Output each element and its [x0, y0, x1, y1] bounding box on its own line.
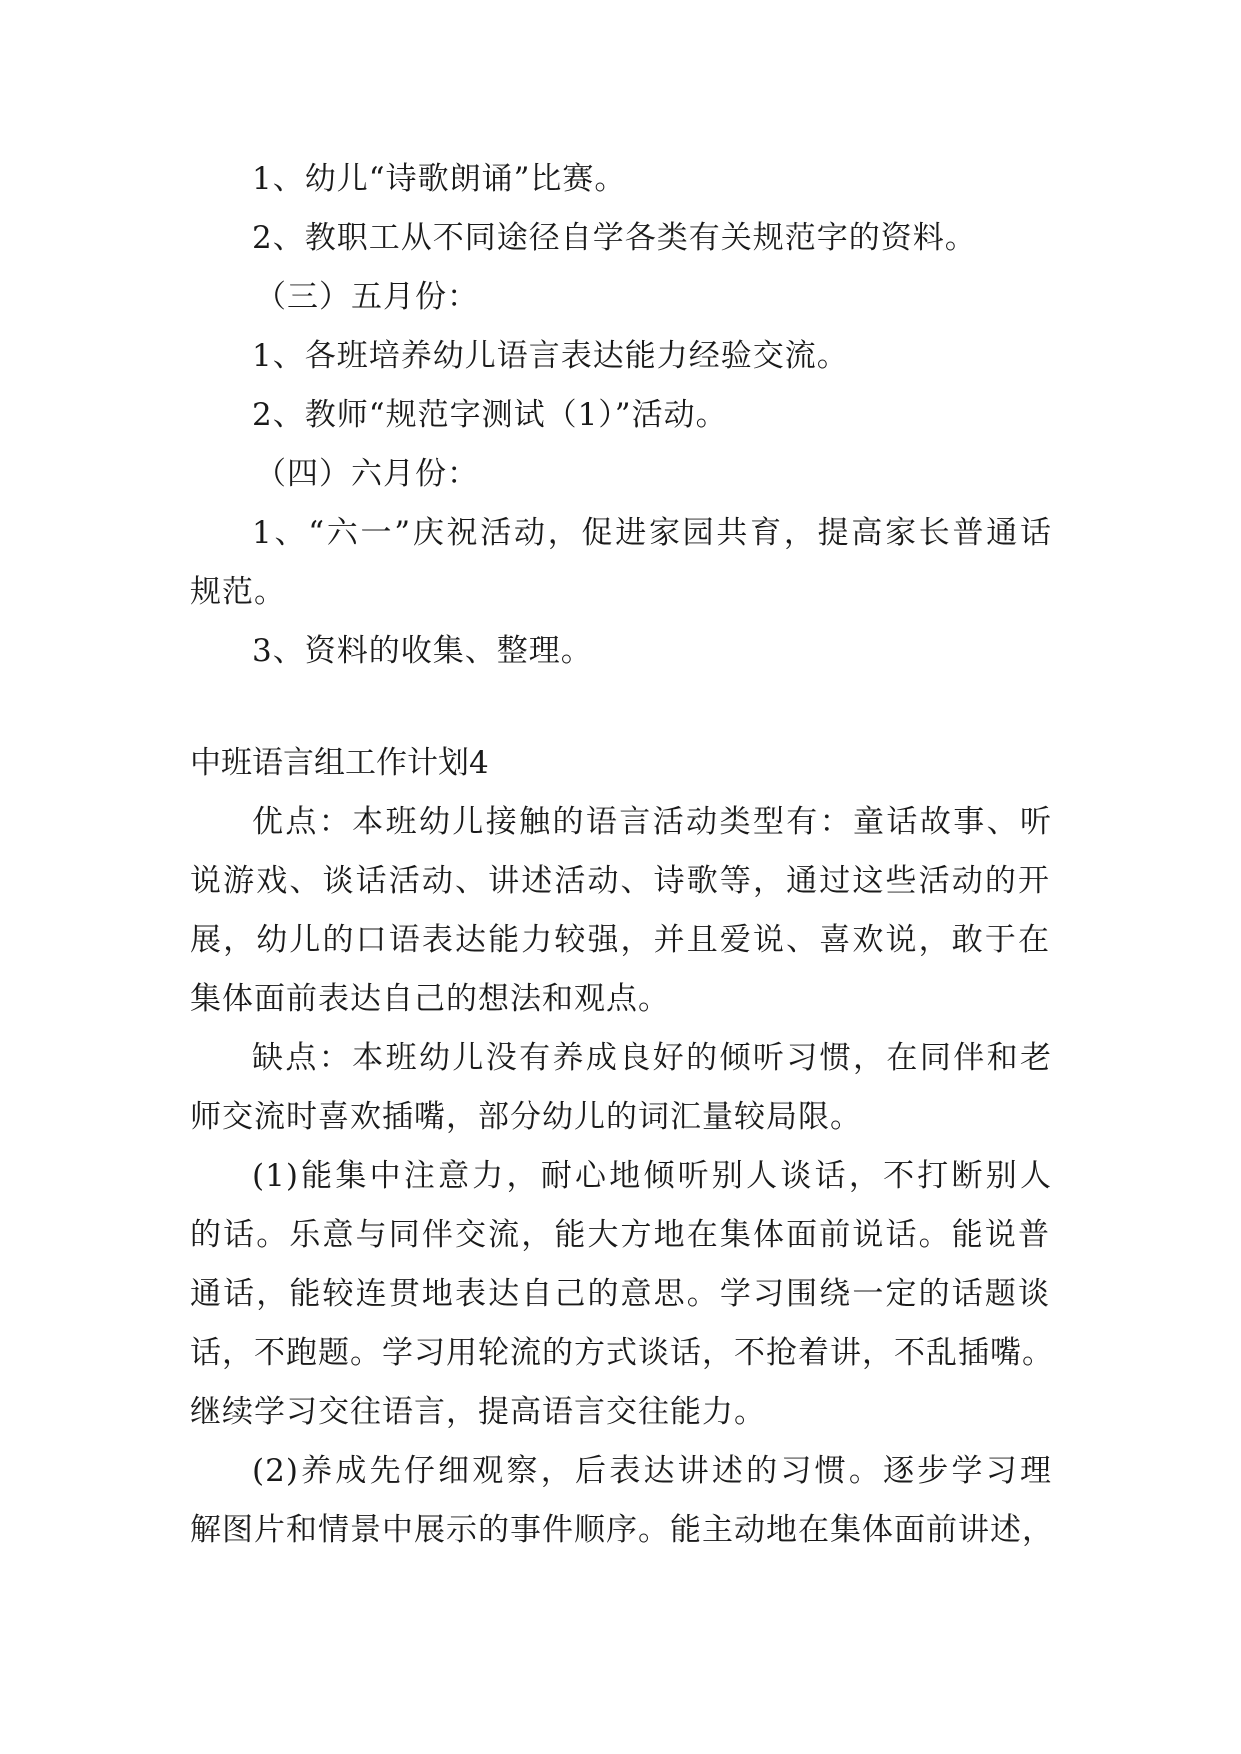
list-item: 2、教师“规范字测试（1）”活动。: [252, 397, 728, 433]
paragraph-line: 展，幼儿的口语表达能力较强，并且爱说、喜欢说，敢于在: [190, 922, 1050, 958]
paragraph-line: 优点：本班幼儿接触的语言活动类型有：童话故事、听: [252, 804, 1052, 840]
paragraph-line: 话，不跑题。学习用轮流的方式谈话，不抢着讲，不乱插嘴。: [190, 1335, 1054, 1371]
list-item: 1、“六一”庆祝活动，促进家园共育，提高家长普通话: [252, 515, 1052, 551]
paragraph-line: (1)能集中注意力，耐心地倾听别人谈话，不打断别人: [252, 1158, 1052, 1194]
section-heading: （三）五月份：: [255, 279, 479, 315]
list-item: 3、资料的收集、整理。: [252, 633, 593, 669]
document-title: 中班语言组工作计划4: [190, 745, 489, 781]
paragraph-line: 缺点：本班幼儿没有养成良好的倾听习惯，在同伴和老: [252, 1040, 1052, 1076]
paragraph-line: (2)养成先仔细观察，后表达讲述的习惯。逐步学习理: [252, 1453, 1052, 1489]
list-item: 1、幼儿“诗歌朗诵”比赛。: [252, 161, 627, 197]
paragraph-line: 师交流时喜欢插嘴，部分幼儿的词汇量较局限。: [190, 1099, 862, 1135]
paragraph-line: 解图片和情景中展示的事件顺序。能主动地在集体面前讲述，: [190, 1512, 1054, 1548]
paragraph-line: 的话。乐意与同伴交流，能大方地在集体面前说话。能说普: [190, 1217, 1050, 1253]
paragraph-line: 集体面前表达自己的想法和观点。: [190, 981, 670, 1017]
paragraph-line: 说游戏、谈话活动、讲述活动、诗歌等，通过这些活动的开: [190, 863, 1050, 899]
section-heading: （四）六月份：: [255, 456, 479, 492]
paragraph-line: 继续学习交往语言，提高语言交往能力。: [190, 1394, 766, 1430]
paragraph-line: 通话，能较连贯地表达自己的意思。学习围绕一定的话题谈: [190, 1276, 1050, 1312]
list-item-continuation: 规范。: [190, 574, 286, 610]
list-item: 1、各班培养幼儿语言表达能力经验交流。: [252, 338, 849, 374]
list-item: 2、教职工从不同途径自学各类有关规范字的资料。: [252, 220, 977, 256]
